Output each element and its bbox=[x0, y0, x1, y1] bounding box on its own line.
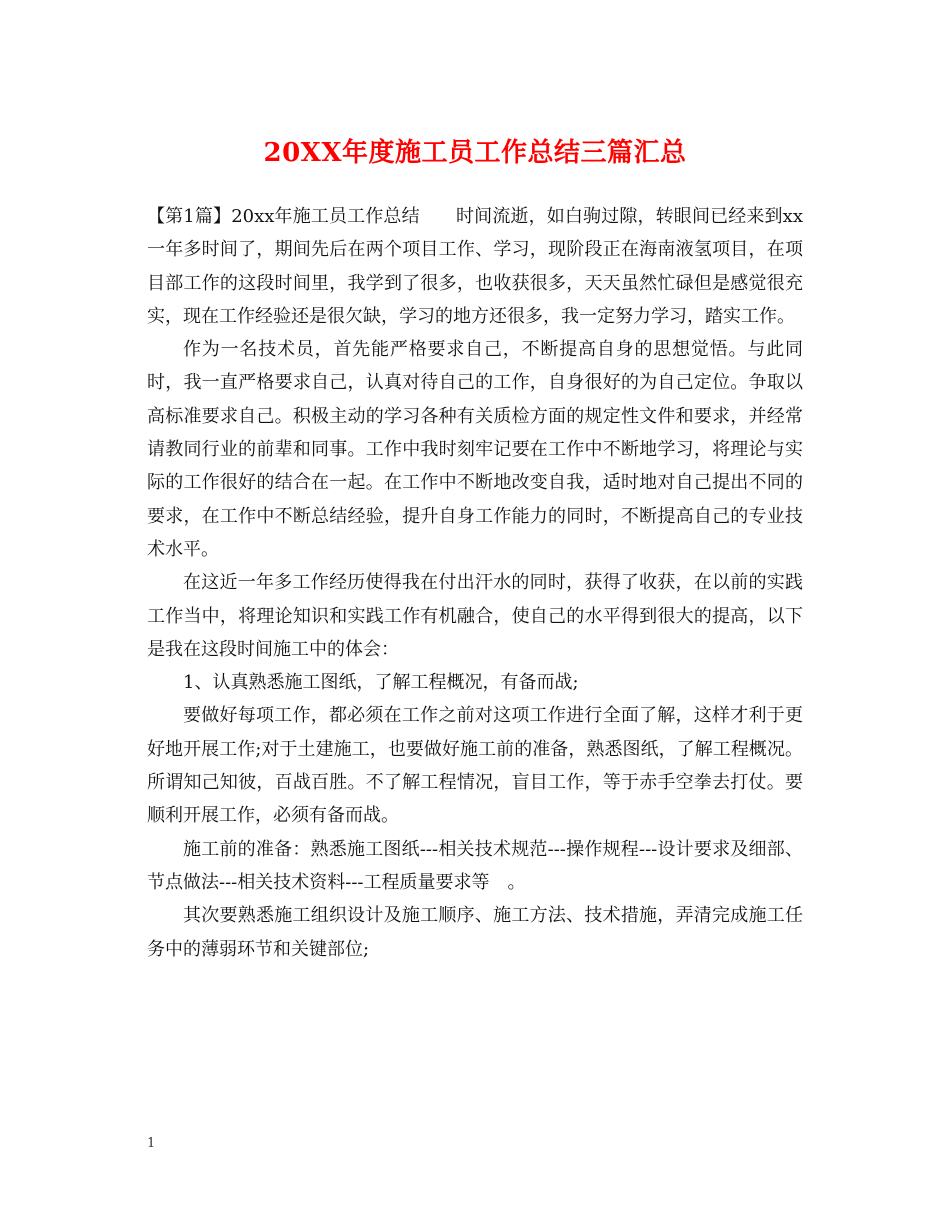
document-title: 20XX年度施工员工作总结三篇汇总 bbox=[263, 138, 687, 168]
paragraph-2: 作为一名技术员，首先能严格要求自己，不断提高自身的思想觉悟。与此同时，我一直严格要求自己，认真对待自己的工作，自身很好的为自己定位。争取以高标准要求自己。积极主动的学习各种有关质检方面的规定性文件和要求，并经常请教同行业的前辈和同事。工作中我时刻牢记要在工作中不断地学习，将理论与实际的工作很好的结合在一起。在工作中不断地改变自我，适时地对自己提出不同的要求，在工作中不断总结经验，提升自身工作能力的同时，不断提高自己的专业技术水平。 bbox=[147, 339, 803, 560]
paragraph-7: 其次要熟悉施工组织设计及施工顺序、施工方法、技术措施，弄清完成施工任务中的薄弱环节和关键部位; bbox=[147, 905, 803, 960]
paragraph-3: 在这近一年多工作经历使得我在付出汗水的同时，获得了收获，在以前的实践工作当中，将理论知识和实践工作有机融合，使自己的水平得到很大的提高，以下是我在这段时间施工中的体会： bbox=[147, 572, 803, 660]
paragraph-4: 1、认真熟悉施工图纸，了解工程概况，有备而战; bbox=[183, 672, 579, 694]
document-body bbox=[147, 200, 803, 966]
paragraph-5: 要做好每项工作，都必须在工作之前对这项工作进行全面了解，这样才利于更好地开展工作;对于土建施工，也要做好施工前的准备，熟悉图纸，了解工程概况。所谓知己知彼，百战百胜。不了解工程情况，盲目工作，等于赤手空拳去打仗。要顺利开展工作，必须有备而战。 bbox=[147, 705, 803, 827]
paragraph-6: 施工前的准备：熟悉施工图纸---相关技术规范---操作规程---设计要求及细部、节点做法---相关技术资料---工程质量要求等 。 bbox=[147, 838, 803, 893]
paragraph-1: 【第1篇】20xx年施工员工作总结 时间流逝，如白驹过隙，转眼间已经来到xx一年多时间了，期间先后在两个项目工作、学习，现阶段正在海南液氢项目，在项目部工作的这段时间里，我学到了很多，也收获很多，天天虽然忙碌但是感觉很充实，现在工作经验还是很欠缺，学习的地方还很多，我一定努力学习，踏实工作。 bbox=[147, 206, 803, 327]
page-number: 1 bbox=[147, 1136, 156, 1151]
